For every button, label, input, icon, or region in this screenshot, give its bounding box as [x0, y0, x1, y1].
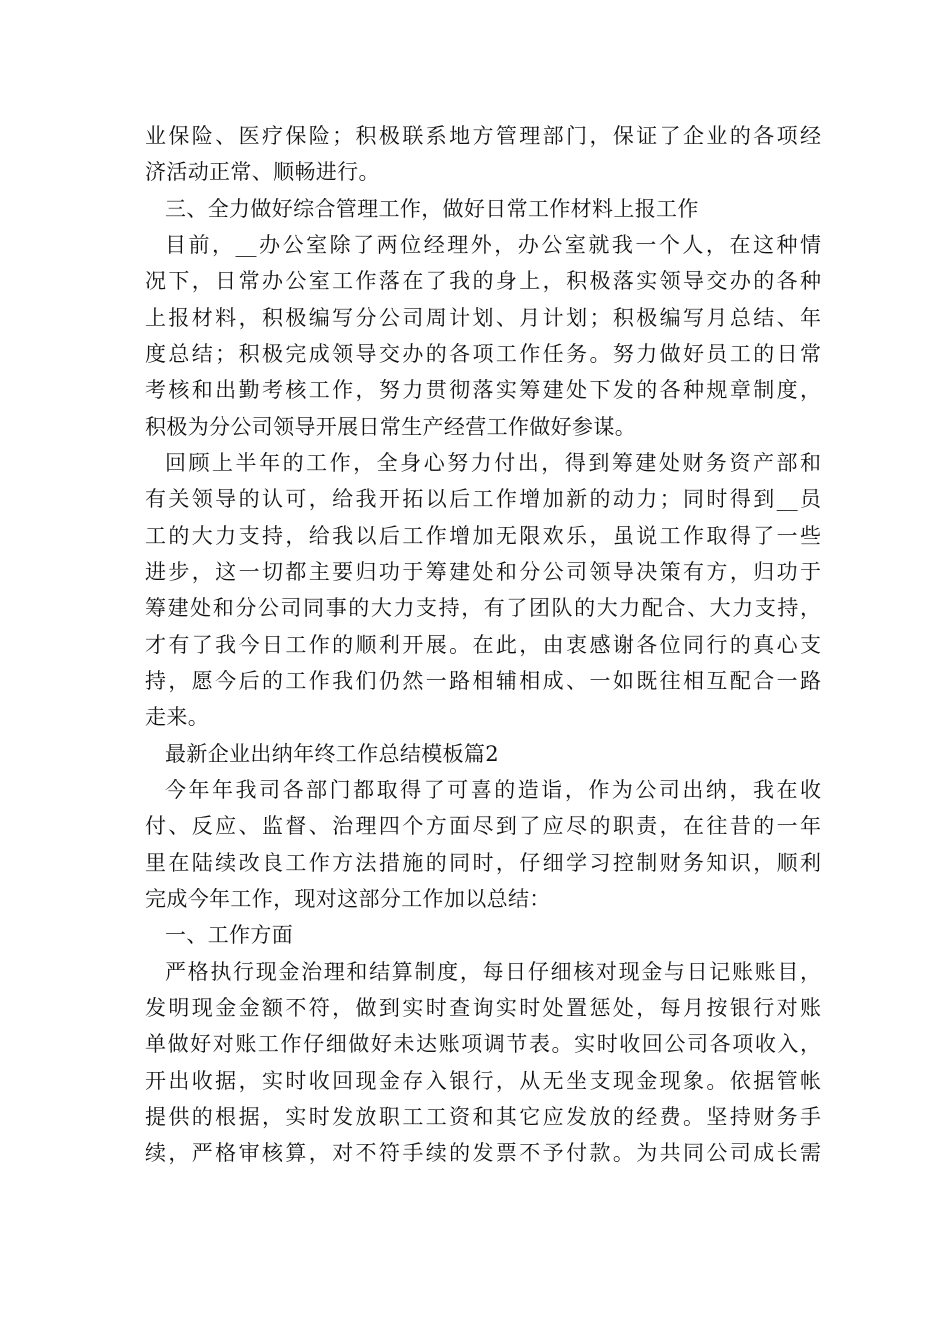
- section-title: 最新企业出纳年终工作总结模板篇2: [165, 742, 499, 766]
- paragraph-line: 付、反应、监督、治理四个方面尽到了应尽的职责，在往昔的一年: [145, 814, 821, 838]
- section-heading: 三、全力做好综合管理工作，做好日常工作材料上报工作: [165, 197, 699, 221]
- paragraph-line: 完成今年工作，现对这部分工作加以总结：: [145, 887, 551, 911]
- paragraph-line: 才有了我今日工作的顺利开展。在此，由衷感谢各位同行的真心支: [145, 633, 821, 657]
- paragraph-line: 今年年我司各部门都取得了可喜的造诣，作为公司出纳，我在收: [165, 778, 821, 802]
- paragraph-line: 提供的根据，实时发放职工工资和其它应发放的经费。坚持财务手: [145, 1105, 821, 1129]
- paragraph-line: 走来。: [145, 705, 210, 729]
- paragraph-line: 考核和出勤考核工作，努力贯彻落实筹建处下发的各种规章制度，: [145, 378, 821, 402]
- paragraph-line: 有关领导的认可，给我开拓以后工作增加新的动力；同时得到__员: [145, 487, 821, 511]
- paragraph-line: 筹建处和分公司同事的大力支持，有了团队的大力配合、大力支持，: [145, 596, 821, 620]
- paragraph-line: 单做好对账工作仔细做好未达账项调节表。实时收回公司各项收入，: [145, 1032, 821, 1056]
- paragraph-line: 上报材料，积极编写分公司周计划、月计划；积极编写月总结、年: [145, 306, 821, 330]
- paragraph-line: 业保险、医疗保险；积极联系地方管理部门，保证了企业的各项经: [145, 124, 821, 148]
- section-heading: 一、工作方面: [165, 923, 294, 947]
- paragraph-line: 回顾上半年的工作，全身心努力付出，得到筹建处财务资产部和: [165, 451, 821, 475]
- paragraph-line: 积极为分公司领导开展日常生产经营工作做好参谋。: [145, 415, 637, 439]
- paragraph-line: 济活动正常、顺畅进行。: [145, 160, 380, 184]
- paragraph-line: 况下，日常办公室工作落在了我的身上，积极落实领导交办的各种: [145, 269, 821, 293]
- paragraph-line: 目前，__办公室除了两位经理外，办公室就我一个人，在这种情: [165, 233, 821, 257]
- paragraph-line: 严格执行现金治理和结算制度，每日仔细核对现金与日记账账目，: [165, 960, 821, 984]
- paragraph-line: 工的大力支持，给我以后工作增加无限欢乐，虽说工作取得了一些: [145, 524, 821, 548]
- paragraph-line: 度总结；积极完成领导交办的各项工作任务。努力做好员工的日常: [145, 342, 821, 366]
- paragraph-line: 持，愿今后的工作我们仍然一路相辅相成、一如既往相互配合一路: [145, 669, 821, 693]
- paragraph-line: 进步，这一切都主要归功于筹建处和分公司领导决策有方，归功于: [145, 560, 821, 584]
- paragraph-line: 续，严格审核算，对不符手续的发票不予付款。为共同公司成长需: [145, 1141, 821, 1165]
- paragraph-line: 里在陆续改良工作方法措施的同时，仔细学习控制财务知识，顺利: [145, 851, 821, 875]
- paragraph-line: 开出收据，实时收回现金存入银行，从无坐支现金现象。依据管帐: [145, 1069, 821, 1093]
- paragraph-line: 发明现金金额不符，做到实时查询实时处置惩处，每月按银行对账: [145, 996, 821, 1020]
